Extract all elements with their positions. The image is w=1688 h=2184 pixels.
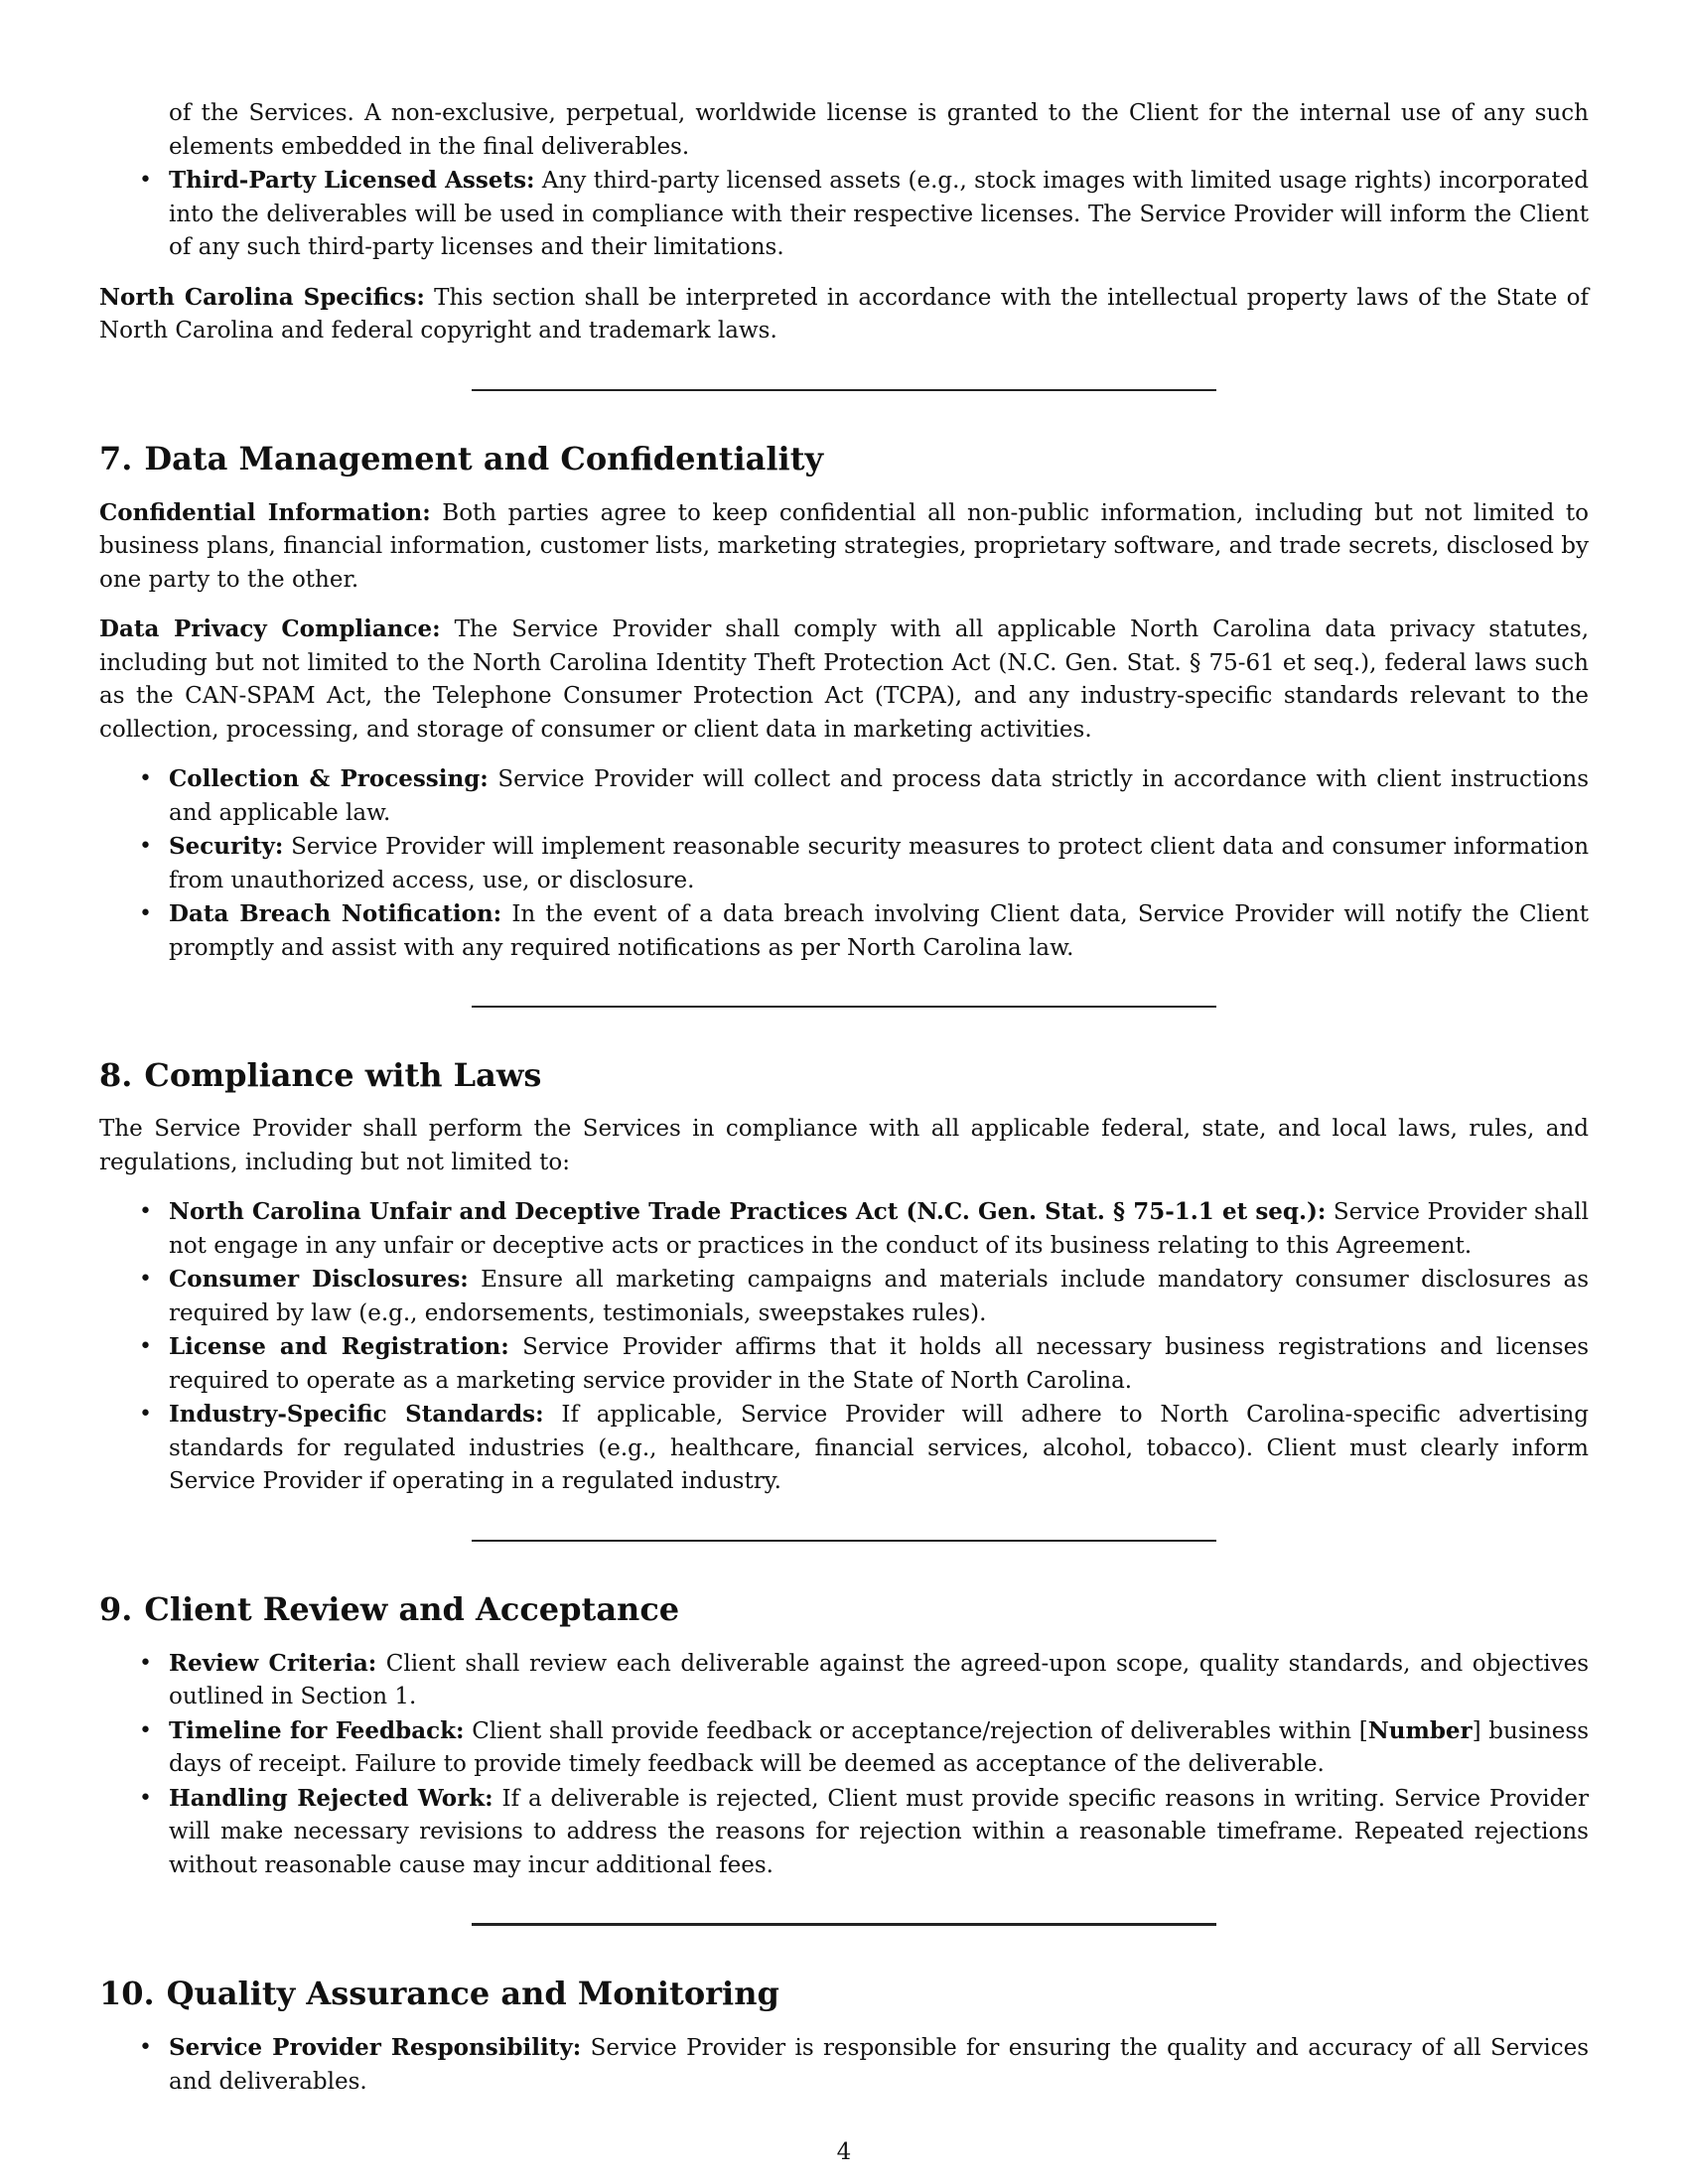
bullet-list [99,1647,1589,1883]
item-text: Service Provider affirms that it holds all necessary business registrations and licenses required to operate as a marketing service provider in the State of North Carolina. [169,1334,1589,1394]
section-heading [99,1974,1589,2013]
item-text: Service Provider will collect and process data strictly in accordance with client instructions and applicable law. [169,766,1590,826]
item-label: North Carolina Unfair and Deceptive Trade Practices Act (N.C. Gen. Stat. § 75-1.1 et seq.): [169,1198,1327,1225]
section-number: 7. [99,439,133,478]
bullet-list [99,762,1589,965]
section-title: Compliance with Laws [144,1056,542,1094]
item-text: In the event of a data breach involving Client data, Service Provider will notify the Client promptly and assist with any required notifications as per North Carolina law. [169,901,1589,961]
list-item [99,1398,1589,1499]
list-item [99,1782,1589,1883]
list-item [99,1263,1589,1330]
item-label: License and Registration: [169,1333,509,1360]
item-text: Client shall provide feedback or acceptance/rejection of deliverables within [ [472,1717,1368,1744]
section-number: 8. [99,1056,133,1094]
item-label: Review Criteria: [169,1649,377,1677]
list-item [99,1195,1589,1263]
item-text: Any third-party licensed assets (e.g., stock images with limited usage rights) incorporated into the deliverables will be used in compliance with their respective licenses. The Service Provider will inform the Client of any such third-party licenses and their limitations. [169,168,1590,260]
section-divider [472,389,1216,391]
list-item [99,97,1589,164]
list-item [99,830,1589,897]
section-number: 9. [99,1589,133,1628]
page-number: 4 [836,2139,852,2165]
paragraph-text: Both parties agree to keep confidential all non-public information, including but not limited to business plans, financial information, customer lists, marketing strategies, proprietary software, and trade secrets, disclosed by one party to the other. [99,499,1590,593]
list-item [99,897,1589,965]
section-title: Data Management and Confidentiality [144,439,824,478]
list-item [99,762,1589,830]
section-heading [99,1055,1589,1095]
paragraph [99,496,1589,598]
item-label: Consumer Disclosures: [169,1266,469,1293]
section-title: Client Review and Acceptance [144,1589,680,1628]
item-text: If a deliverable is rejected, Client must provide specific reasons in writing. Service Provider will make necessary revisions to address the reasons for rejection within a reasonable timeframe. Repeated rejections without reasonable cause may incur additional fees. [169,1785,1589,1878]
bullet-list [99,2031,1589,2099]
paragraph-text: The Service Provider shall comply with all applicable North Carolina data privacy statutes, including but not limited to the North Carolina Identity Theft Protection Act (N.C. Gen. Stat. § 75-61 et seq.), federal laws such as the CAN-SPAM Act, the Telephone Consumer Protection Act (TCPA), and any industry-specific standards relevant to the collection, processing, and storage of consumer or client data in marketing activities. [99,616,1590,743]
section-heading [99,439,1589,478]
list-item [99,1647,1589,1714]
item-label: Security: [169,833,284,860]
item-label: Collection & Processing: [169,765,489,792]
section-title: Quality Assurance and Monitoring [166,1975,779,2012]
item-label: Industry-Specific Standards: [169,1401,544,1428]
item-text: ] business days of receipt. Failure to provide timely feedback will be deemed as acceptance of the deliverable. [169,1717,1590,1777]
item-text: If applicable, Service Provider will adhere to North Carolina-specific advertising standards for regulated industries (e.g., healthcare, financial services, alcohol, tobacco). Client must clearly inform Service Provider if operating in a regulated industry. [169,1402,1590,1494]
list-item [99,1714,1589,1782]
paragraph-label: Data Privacy Compliance: [99,615,441,642]
section-divider [472,1540,1216,1542]
item-label: Handling Rejected Work: [169,1784,493,1812]
list-item [99,164,1589,265]
ip-list-continued [99,97,1589,265]
section-number: 10. [99,1975,155,2012]
paragraph-label: North Carolina Specifics: [99,283,425,311]
item-text: Service Provider is responsible for ensuring the quality and accuracy of all Services and deliverables. [169,2035,1590,2095]
list-item [99,1330,1589,1398]
item-text: Service Provider will implement reasonable security measures to protect client data and consumer information from unauthorized access, use, or disclosure. [169,834,1590,893]
item-text: of the Services. A non-exclusive, perpetual, worldwide license is granted to the Client for the internal use of any such elements embedded in the final deliverables. [169,100,1589,160]
section-divider [472,1006,1216,1008]
item-label: Data Breach Notification: [169,900,502,927]
item-label: Service Provider Responsibility: [169,2034,582,2061]
section-heading [99,1589,1589,1629]
item-text: Ensure all marketing campaigns and materials include mandatory consumer disclosures as required by law (e.g., endorsements, testimonials, sweepstakes rules). [169,1267,1589,1326]
placeholder-field: Number [1367,1716,1473,1744]
bullet-list [99,1195,1589,1499]
nc-specifics-paragraph [99,281,1589,348]
paragraph [99,613,1589,747]
document-page [99,97,1589,2115]
list-item [99,2031,1589,2099]
section-divider [472,1923,1216,1926]
item-text: Service Provider shall not engage in any unfair or deceptive acts or practices in the conduct of its business relating to this Agreement. [169,1199,1589,1259]
paragraph-text: This section shall be interpreted in accordance with the intellectual property laws of the State of North Carolina and federal copyright and trademark laws. [99,284,1589,343]
item-label: Third-Party Licensed Assets: [169,167,535,194]
item-label: Timeline for Feedback: [169,1716,465,1744]
paragraph-label: Confidential Information: [99,498,431,526]
paragraph: The Service Provider shall perform the Services in compliance with all applicable federal, state, and local laws, rules, and regulations, including but not limited to: [99,1116,1589,1175]
item-text: Client shall review each deliverable against the agreed-upon scope, quality standards, and objectives outlined in Section 1. [169,1650,1589,1709]
